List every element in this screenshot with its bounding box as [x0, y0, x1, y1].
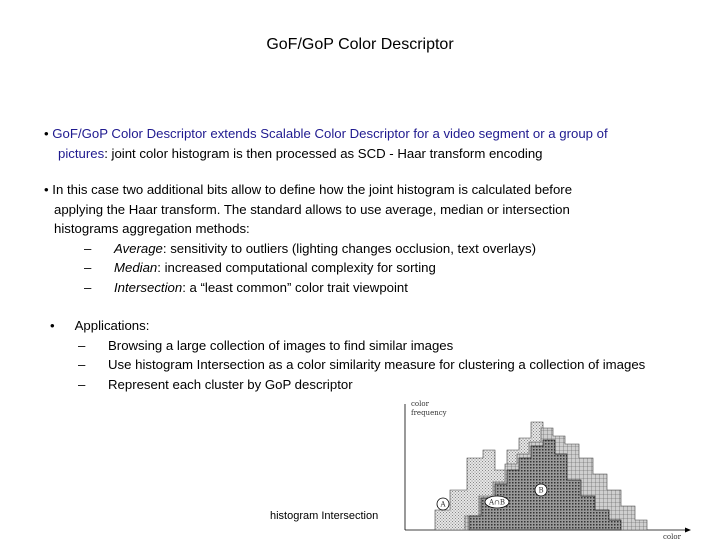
application-item	[50, 375, 645, 395]
marker-a-label: A	[440, 500, 446, 509]
sub-item-average	[44, 239, 572, 259]
bullet-marker: •	[44, 126, 49, 141]
sub-item-text: : a “least common” color trait viewpoint	[182, 279, 408, 295]
y-axis-label-line-2: frequency	[411, 409, 447, 417]
marker-intersection-label: A∩B	[489, 498, 506, 507]
application-item	[50, 355, 645, 375]
application-text: Browsing a large collection of images to find similar images	[108, 337, 454, 353]
sub-item-median	[44, 258, 572, 278]
term-median: Median	[114, 260, 158, 275]
application-text: Use histogram Intersection as a color similarity measure for clustering a collection of images	[108, 357, 646, 372]
marker-b-label: B	[538, 486, 544, 495]
slide-title: GoF/GoP Color Descriptor	[266, 36, 454, 53]
bullet-3	[50, 316, 645, 394]
dash: –	[78, 376, 86, 392]
application-text: Represent each cluster by GoP descriptor	[108, 376, 353, 392]
dash: –	[84, 260, 92, 275]
bullet-1-line-1: GoF/GoP Color Descriptor extends Scalable Color Descriptor for a video segment or a group of	[52, 126, 608, 141]
dash: –	[78, 357, 86, 372]
sub-item-text: : increased computational complexity for sorting	[157, 260, 436, 275]
dash: –	[84, 240, 92, 256]
dash: –	[84, 279, 92, 295]
sub-item-intersection	[44, 278, 572, 298]
application-item	[50, 336, 645, 356]
marker-a	[437, 498, 449, 510]
bullet-1	[44, 124, 608, 163]
marker-b	[535, 484, 547, 496]
term-intersection: Intersection	[114, 279, 183, 295]
x-axis-arrow-icon	[685, 528, 691, 533]
dash: –	[78, 337, 86, 353]
bullet-marker: •	[50, 318, 55, 333]
term-average: Average	[114, 240, 163, 256]
bullet-1-line-2: pictures	[58, 145, 105, 161]
bullet-2-line-2: applying the Haar transform. The standard allows to use average, median or intersection	[54, 201, 570, 217]
bullet-2-line-3: histograms aggregation methods:	[54, 221, 250, 236]
sub-item-text: : sensitivity to outliers (lighting changes occlusion, text overlays)	[162, 240, 536, 256]
bullet-3-heading: Applications:	[74, 318, 150, 333]
histogram-intersection-figure	[395, 398, 695, 540]
bullet-marker: •	[44, 182, 49, 197]
bullet-1-line-2-rest: : joint color histogram is then processed as SCD - Haar transform encoding	[104, 145, 543, 161]
figure-caption: histogram Intersection	[270, 510, 379, 522]
x-axis-label: color	[663, 533, 681, 540]
bullet-2	[44, 180, 572, 297]
bullet-2-line-1: In this case two additional bits allow to define how the joint histogram is calculated before	[52, 182, 573, 197]
marker-a-intersect-b	[485, 496, 509, 508]
y-axis-label-line-1: color	[411, 400, 429, 408]
